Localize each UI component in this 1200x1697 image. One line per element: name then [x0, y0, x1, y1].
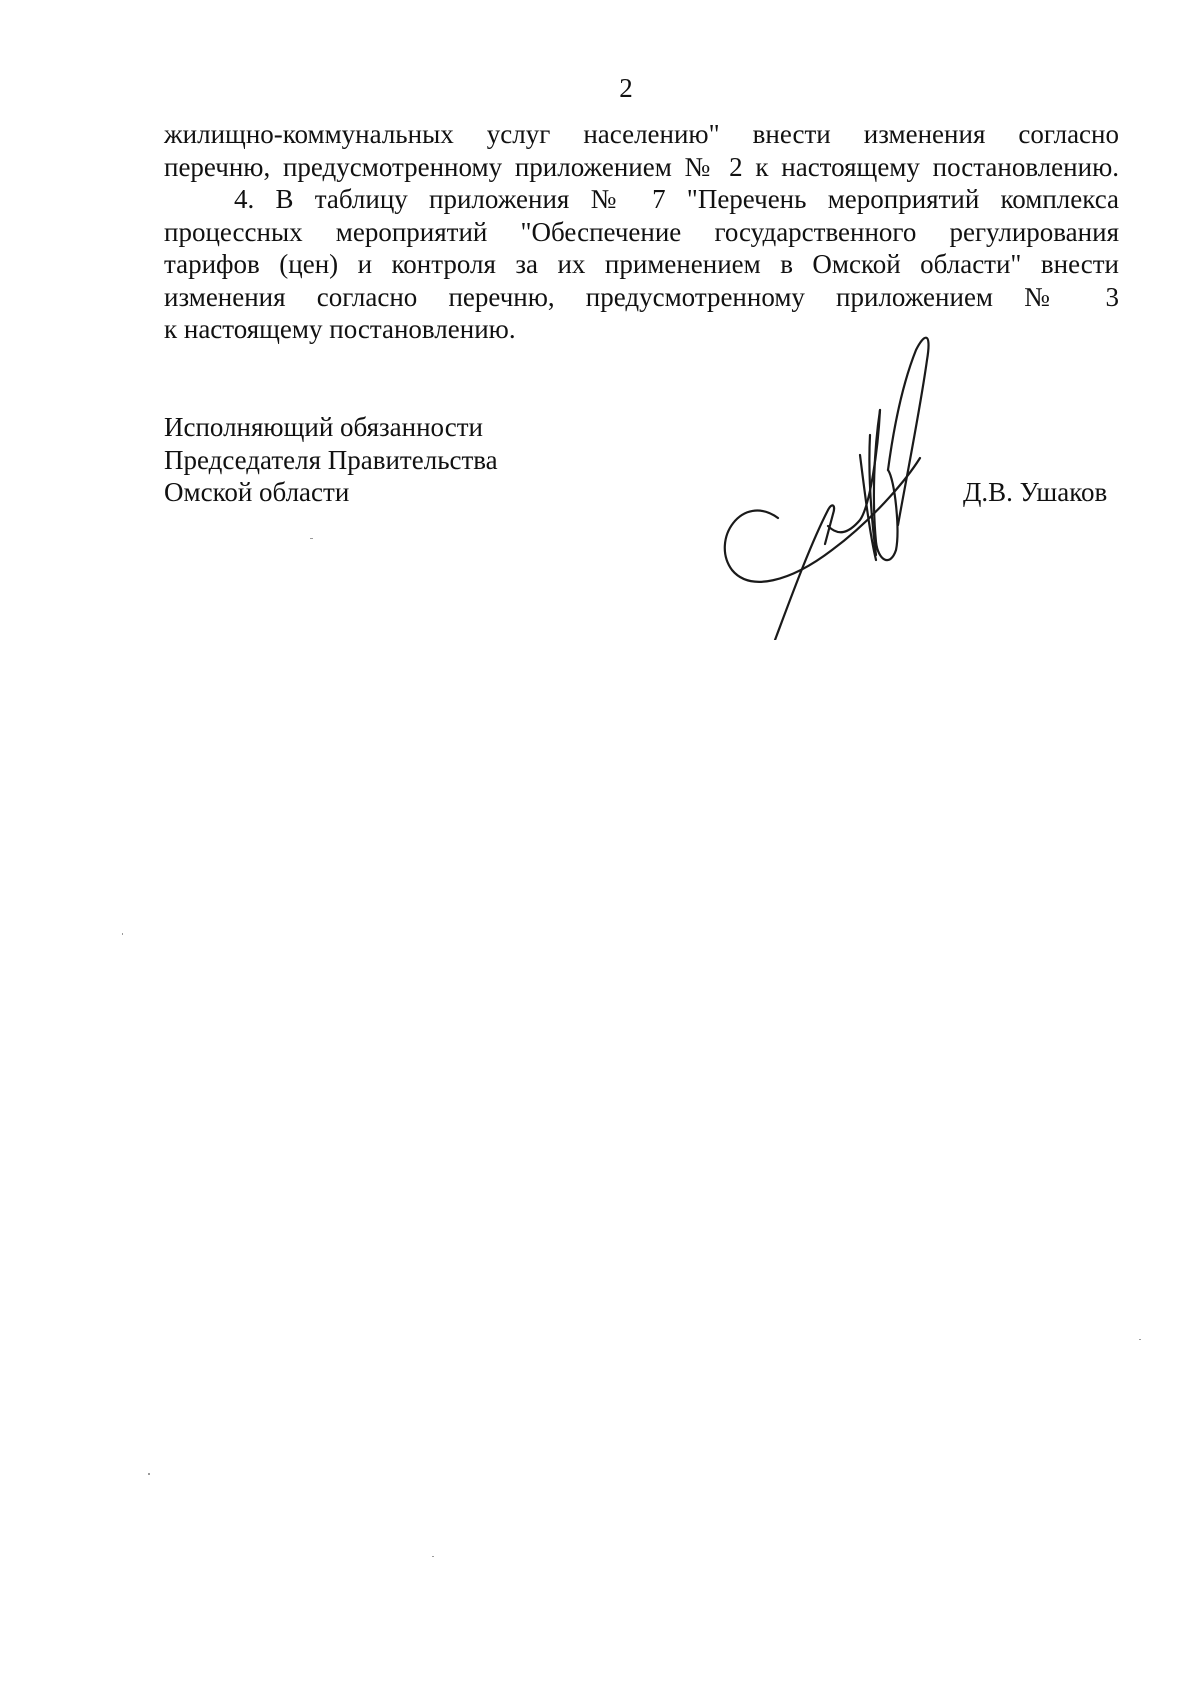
document-body	[164, 118, 1119, 346]
text-line: процессных мероприятий "Обеспечение государственного регулирования	[164, 216, 1119, 247]
signatory-position	[164, 411, 498, 509]
scan-speck	[432, 1556, 434, 1557]
text-line: жилищно-коммунальных услуг населению" внести изменения согласно	[164, 119, 1119, 149]
signer-name: Д.В. Ушаков	[963, 477, 1108, 507]
text-line: тарифов (цен) и контроля за их применением в Омской области" внести	[164, 249, 1119, 279]
position-line: Председателя Правительства	[164, 444, 498, 475]
position-line: Омской области	[164, 477, 350, 507]
text-line: перечню, предусмотренному приложением № 2 к настоящему постановлению.	[164, 151, 1119, 182]
scan-speck	[1139, 1339, 1141, 1340]
paragraph-item-4	[164, 183, 1119, 346]
paragraph-continuation	[164, 118, 1119, 183]
text-line: изменения согласно перечню, предусмотренному приложением № 3	[164, 281, 1119, 312]
position-line: Исполняющий обязанности	[164, 412, 483, 442]
scan-speck	[122, 933, 123, 935]
handwritten-signature	[720, 330, 980, 640]
scan-speck	[148, 1473, 150, 1475]
page-number: 2	[619, 73, 633, 103]
scan-speck	[310, 538, 313, 539]
text-line: к настоящему постановлению.	[164, 314, 516, 344]
text-line: 4. В таблицу приложения № 7 "Перечень мероприятий комплекса	[234, 184, 1119, 214]
